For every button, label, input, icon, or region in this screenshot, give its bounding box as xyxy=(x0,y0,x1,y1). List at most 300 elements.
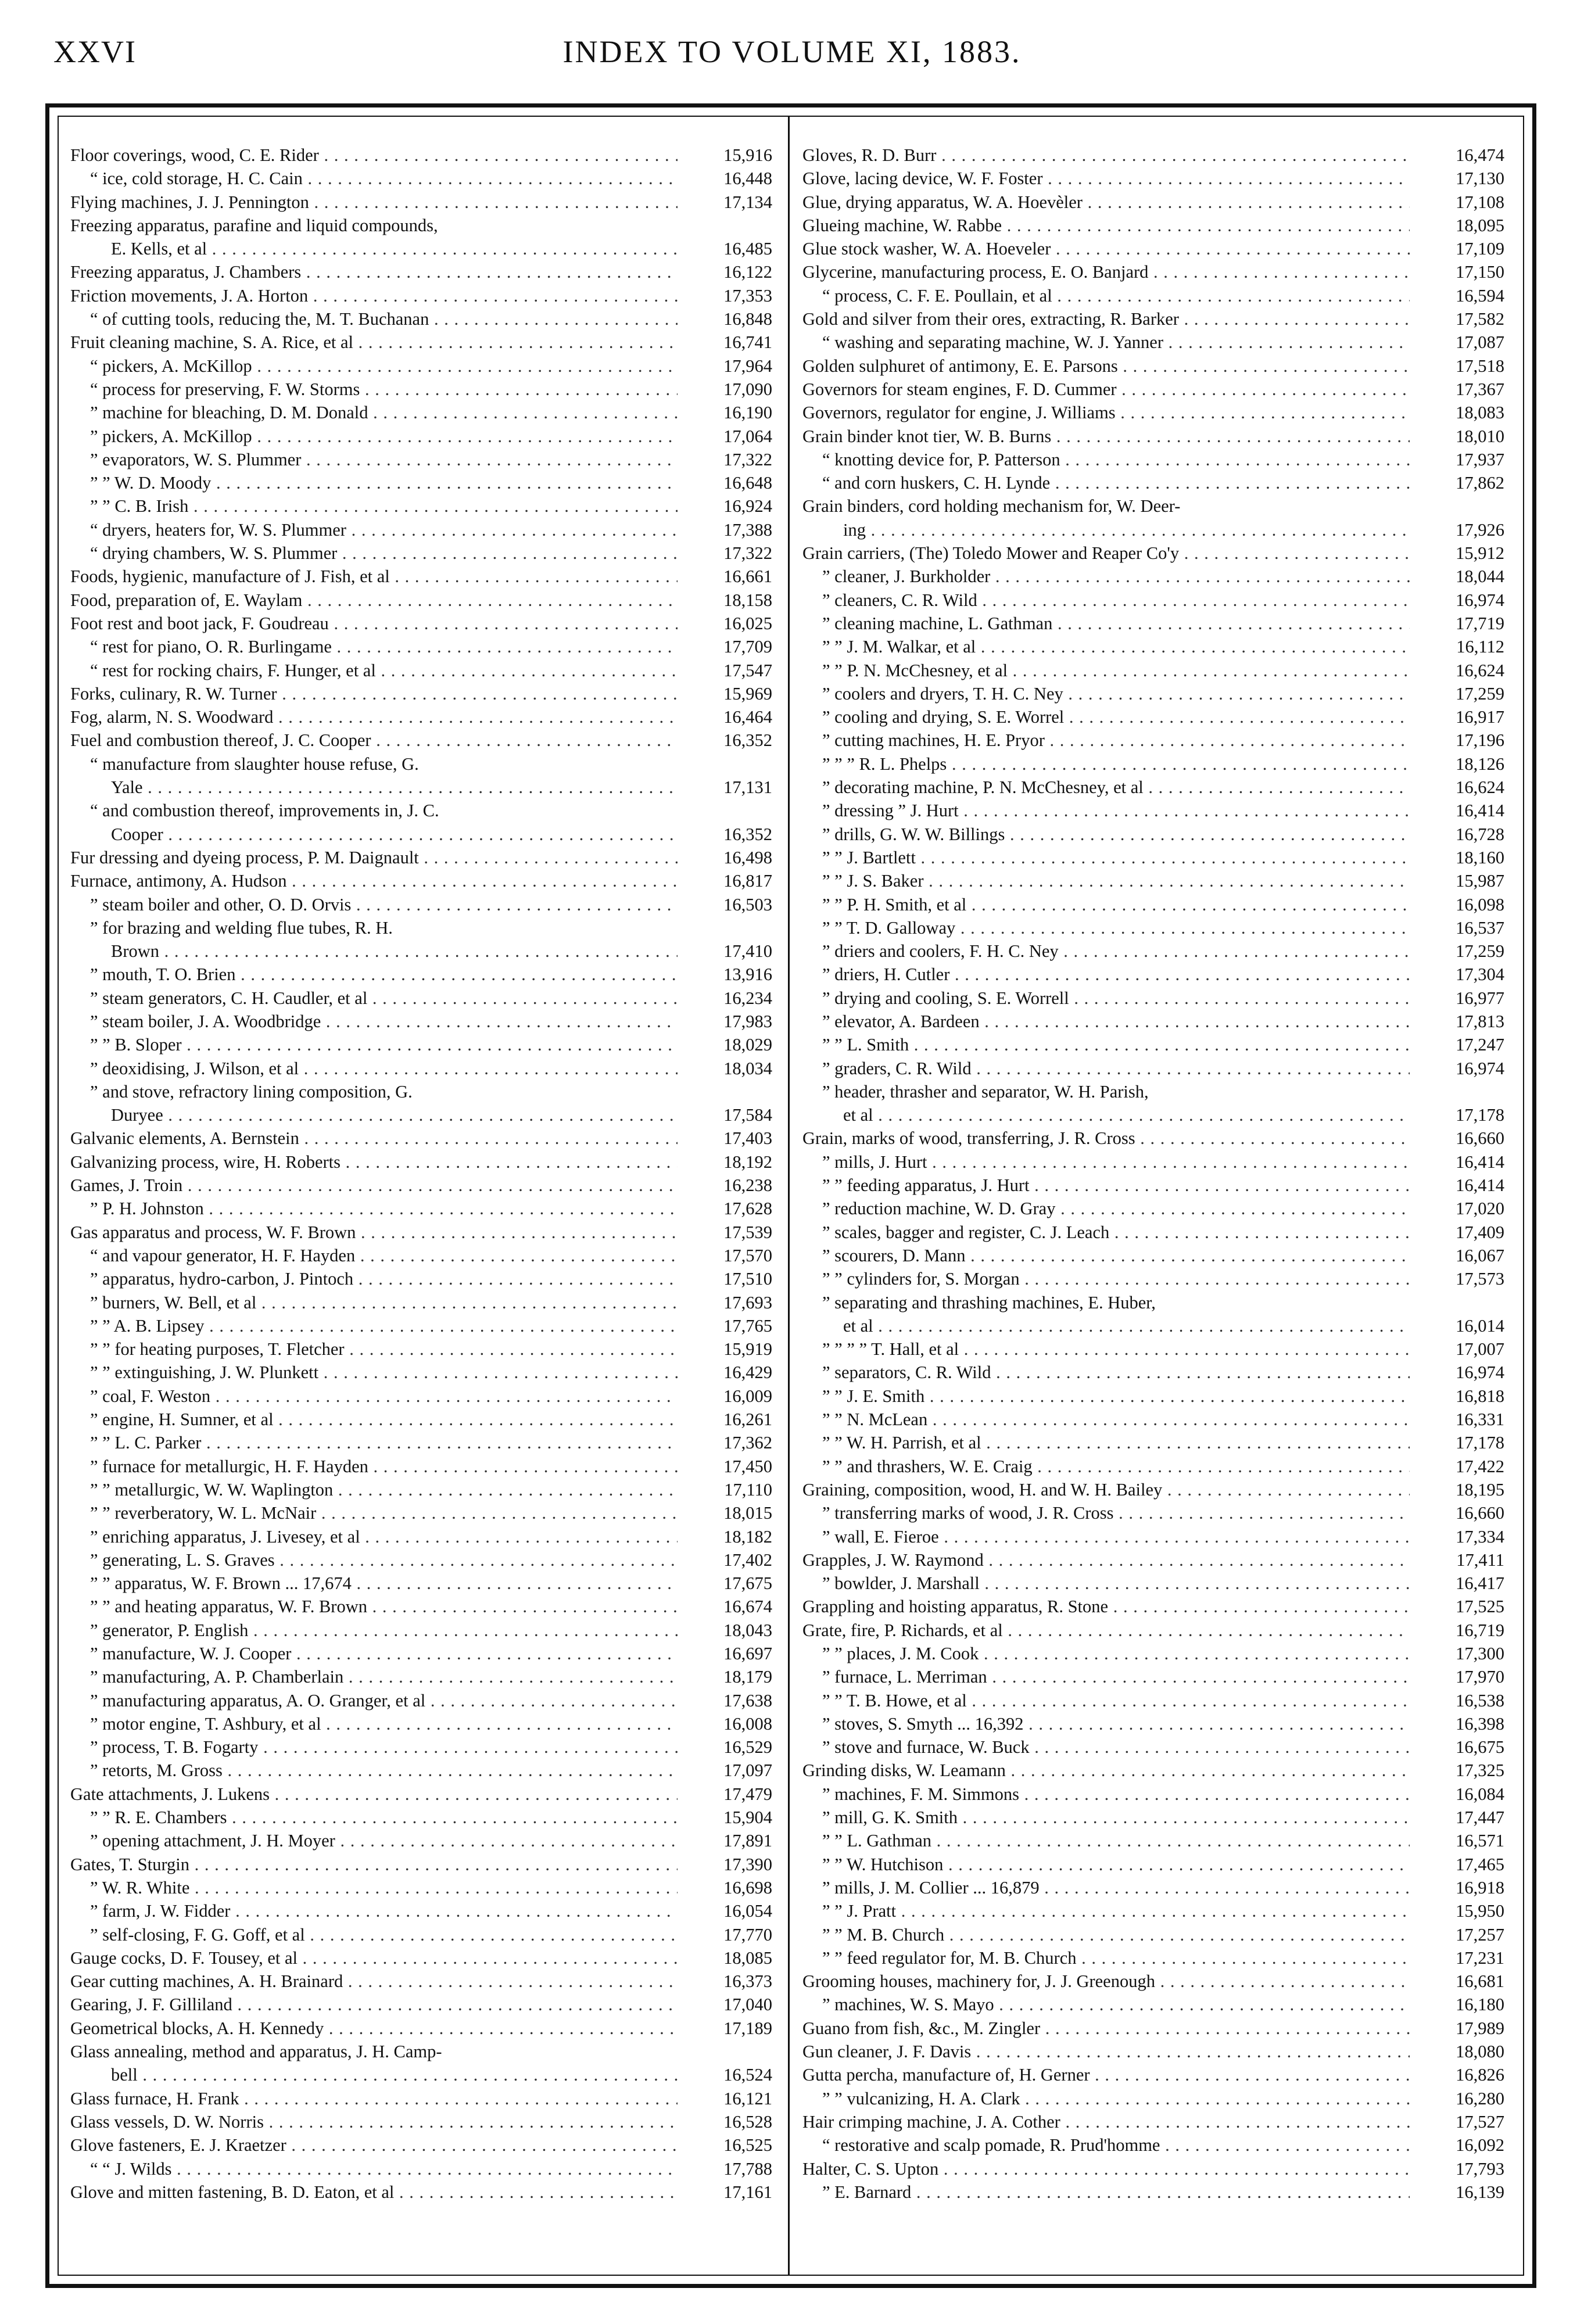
index-entry xyxy=(802,1946,1504,1970)
entry-text: Gearing, J. F. Gilliland . . . xyxy=(70,1993,678,2016)
index-entry xyxy=(70,1829,772,1852)
entry-text: ” cleaners, C. R. Wild . . . xyxy=(802,589,1410,612)
index-entry xyxy=(802,729,1504,752)
index-entry xyxy=(70,1501,772,1525)
entry-number: 17,390 xyxy=(723,1854,772,1874)
entry-text: Gutta percha, manufacture of, H. Gerner . . . xyxy=(802,2063,1410,2086)
entry-number: 16,098 xyxy=(1456,894,1504,914)
entry-number: 17,770 xyxy=(723,1924,772,1945)
entry-text: “ process for preserving, F. W. Storms . . . xyxy=(70,378,678,401)
entry-text: “ dryers, heaters for, W. S. Plummer . . . xyxy=(70,518,678,541)
entry-text: Duryee . . . xyxy=(70,1103,678,1127)
entry-text: ” graders, C. R. Wild . . . xyxy=(802,1057,1410,1080)
index-entry xyxy=(802,1689,1504,1712)
index-entry xyxy=(802,1759,1504,1782)
entry-text: ” header, thrasher and separator, W. H. Parish, xyxy=(822,1081,1149,1102)
entry-number: 17,304 xyxy=(1456,964,1504,985)
entry-text: Guano from fish, &c., M. Zingler . . . xyxy=(802,2017,1410,2040)
index-entry xyxy=(802,1853,1504,1876)
entry-number: 17,362 xyxy=(723,1433,772,1453)
entry-text: ” ” feeding apparatus, J. Hurt . . . xyxy=(802,1174,1410,1197)
index-entry xyxy=(802,939,1504,963)
entry-text: ” ” J. Pratt . . . xyxy=(802,1899,1410,1923)
index-entry xyxy=(70,1337,772,1361)
entry-number: 16,331 xyxy=(1456,1410,1504,1430)
index-entry xyxy=(70,1970,772,1993)
index-entry xyxy=(802,237,1504,260)
entry-text: ” ” T. B. Howe, et al . . . xyxy=(802,1689,1410,1712)
index-entry xyxy=(802,1735,1504,1759)
entry-text: ” furnace, L. Merriman . . . xyxy=(802,1665,1410,1688)
index-entry xyxy=(802,752,1504,776)
entry-number: 17,334 xyxy=(1456,1526,1504,1547)
index-entry xyxy=(70,214,772,237)
entry-number: 18,182 xyxy=(723,1526,772,1547)
entry-number: 17,793 xyxy=(1456,2158,1504,2179)
index-entry xyxy=(802,1970,1504,1993)
entry-text: Galvanic elements, A. Bernstein . . . xyxy=(70,1127,678,1150)
entry-number: 17,109 xyxy=(1456,239,1504,259)
index-entry xyxy=(802,2017,1504,2040)
entry-number: 17,970 xyxy=(1456,1667,1504,1687)
entry-text: Glass vessels, D. W. Norris . . . xyxy=(70,2110,678,2133)
entry-number: 17,322 xyxy=(723,449,772,469)
entry-text: ” ” reverberatory, W. L. McNair . . . xyxy=(70,1501,678,1525)
entry-text: Glueing machine, W. Rabbe . . . xyxy=(802,214,1410,237)
entry-number: 13,916 xyxy=(723,964,772,985)
index-entry xyxy=(802,565,1504,588)
entry-text: ” cleaner, J. Burkholder . . . xyxy=(802,565,1410,588)
index-entry xyxy=(70,939,772,963)
entry-text: Halter, C. S. Upton . . . xyxy=(802,2157,1410,2180)
entry-text: Gates, T. Sturgin . . . xyxy=(70,1853,678,1876)
entry-number: 16,529 xyxy=(723,1737,772,1758)
entry-number: 17,259 xyxy=(1456,941,1504,962)
index-entry xyxy=(70,1712,772,1735)
index-entry xyxy=(802,401,1504,424)
index-entry xyxy=(802,1197,1504,1220)
entry-text: Glue stock washer, W. A. Hoeveler . . . xyxy=(802,237,1410,260)
entry-text: ” separators, C. R. Wild . . . xyxy=(802,1361,1410,1384)
index-entry xyxy=(802,1829,1504,1852)
index-entry xyxy=(802,869,1504,892)
entry-text: ” process, T. B. Fogarty . . . xyxy=(70,1735,678,1759)
index-entry xyxy=(70,518,772,541)
entry-text: ” coolers and dryers, T. H. C. Ney . . . xyxy=(802,682,1410,705)
entry-number: 18,044 xyxy=(1456,566,1504,587)
entry-number: 18,160 xyxy=(1456,847,1504,867)
entry-number: 17,788 xyxy=(723,2158,772,2179)
entry-text: ” elevator, A. Bardeen . . . xyxy=(802,1010,1410,1033)
entry-text: ” manufacturing, A. P. Chamberlain . . . xyxy=(70,1665,678,1688)
entry-number: 17,411 xyxy=(1456,1550,1504,1570)
entry-text: Freezing apparatus, J. Chambers . . . xyxy=(70,260,678,284)
index-entry xyxy=(802,635,1504,658)
entry-text: “ rest for rocking chairs, F. Hunger, et al . . . xyxy=(70,659,678,682)
index-entry xyxy=(70,378,772,401)
entry-text: Graining, composition, wood, H. and W. H. Bailey . . . xyxy=(802,1478,1410,1501)
index-entry xyxy=(70,1291,772,1314)
entry-text: ” mill, G. K. Smith . . . xyxy=(802,1806,1410,1829)
page-title: INDEX TO VOLUME XI, 1883. xyxy=(562,34,1022,69)
entry-number: 18,080 xyxy=(1456,2042,1504,2062)
entry-number: 17,582 xyxy=(1456,309,1504,329)
entry-number: 16,624 xyxy=(1456,660,1504,680)
entry-text: ” drying and cooling, S. E. Worrell . . . xyxy=(802,987,1410,1010)
entry-number: 16,429 xyxy=(723,1362,772,1383)
entry-text: Glycerine, manufacturing process, E. O. Banjard . . . xyxy=(802,260,1410,284)
entry-number: 16,280 xyxy=(1456,2088,1504,2108)
entry-number: 17,510 xyxy=(723,1269,772,1289)
entry-text: ” P. H. Johnston . . . xyxy=(70,1197,678,1220)
entry-text: ” ” apparatus, W. F. Brown ... 17,674 . . . xyxy=(70,1572,678,1595)
entry-number: 18,085 xyxy=(723,1948,772,1968)
entry-text: Governors for steam engines, F. D. Cummer . . . xyxy=(802,378,1410,401)
index-entry xyxy=(70,448,772,471)
entry-text: Fruit cleaning machine, S. A. Rice, et al . . . xyxy=(70,331,678,354)
index-entry xyxy=(802,284,1504,307)
entry-number: 17,353 xyxy=(723,285,772,306)
index-entry xyxy=(70,354,772,378)
index-entry xyxy=(802,1783,1504,1806)
entry-text: Floor coverings, wood, C. E. Rider . . . xyxy=(70,144,678,167)
entry-number: 16,234 xyxy=(723,988,772,1008)
entry-text: ” mills, J. Hurt . . . xyxy=(802,1150,1410,1174)
index-entry xyxy=(802,2157,1504,2180)
index-entry xyxy=(802,1033,1504,1056)
entry-number: 16,675 xyxy=(1456,1737,1504,1758)
entry-text: ” dressing ” J. Hurt . . . xyxy=(802,799,1410,822)
entry-number: 16,826 xyxy=(1456,2065,1504,2085)
index-entry xyxy=(70,2017,772,2040)
entry-number: 15,987 xyxy=(1456,871,1504,891)
entry-number: 16,524 xyxy=(723,2065,772,2085)
entry-text: Governors, regulator for engine, J. Williams . . . xyxy=(802,401,1410,424)
index-entry xyxy=(70,869,772,892)
entry-number: 17,570 xyxy=(723,1245,772,1265)
index-entry xyxy=(70,167,772,190)
index-entry xyxy=(70,191,772,214)
entry-number: 16,485 xyxy=(723,239,772,259)
index-entry xyxy=(802,2087,1504,2110)
entry-text: Yale . . . xyxy=(70,776,678,799)
index-entry xyxy=(802,1548,1504,1572)
index-entry xyxy=(802,1080,1504,1103)
index-entry xyxy=(70,1876,772,1899)
entry-number: 17,465 xyxy=(1456,1854,1504,1874)
entry-text: “ and combustion thereof, improvements in, J. C. xyxy=(90,801,439,821)
entry-text: ” evaporators, W. S. Plummer . . . xyxy=(70,448,678,471)
entry-text: “ manufacture from slaughter house refuse, G. xyxy=(90,754,419,774)
entry-number: 16,660 xyxy=(1456,1503,1504,1523)
entry-text: Grappling and hoisting apparatus, R. Stone . . . xyxy=(802,1595,1410,1618)
index-entry xyxy=(802,1244,1504,1267)
entry-text: ” ” ” R. L. Phelps . . . xyxy=(802,752,1410,776)
entry-number: 16,112 xyxy=(1456,637,1504,657)
entry-number: 17,257 xyxy=(1456,1924,1504,1945)
index-entry xyxy=(802,776,1504,799)
entry-text: Gauge cocks, D. F. Tousey, et al . . . xyxy=(70,1946,678,1970)
entry-text: ” motor engine, T. Ashbury, et al . . . xyxy=(70,1712,678,1735)
entry-text: ” ” P. N. McChesney, et al . . . xyxy=(802,659,1410,682)
entry-number: 16,414 xyxy=(1456,1152,1504,1172)
entry-number: 16,261 xyxy=(723,1410,772,1430)
entry-number: 17,450 xyxy=(723,1456,772,1476)
entry-text: “ process, C. F. E. Poullain, et al . . . xyxy=(802,284,1410,307)
index-entry xyxy=(70,2063,772,2086)
index-entry xyxy=(802,1127,1504,1150)
entry-text: ” ” metallurgic, W. W. Waplington . . . xyxy=(70,1478,678,1501)
entry-number: 17,134 xyxy=(723,192,772,212)
index-entry xyxy=(802,541,1504,565)
index-entry xyxy=(70,1174,772,1197)
index-entry xyxy=(70,1033,772,1056)
entry-number: 16,054 xyxy=(723,1901,772,1921)
entry-number: 17,178 xyxy=(1456,1105,1504,1125)
entry-text: ” steam boiler and other, O. D. Orvis . . . xyxy=(70,893,678,916)
index-entry xyxy=(70,1619,772,1642)
entry-number: 17,410 xyxy=(723,941,772,962)
entry-number: 17,110 xyxy=(724,1479,772,1500)
index-entry xyxy=(70,705,772,729)
entry-number: 17,040 xyxy=(723,1995,772,2015)
entry-text: ” furnace for metallurgic, H. F. Hayden . . . xyxy=(70,1455,678,1478)
entry-text: ” mouth, T. O. Brien . . . xyxy=(70,963,678,986)
entry-number: 17,388 xyxy=(723,519,772,540)
entry-number: 17,584 xyxy=(723,1105,772,1125)
index-entry xyxy=(70,1057,772,1080)
entry-text: ” stoves, S. Smyth ... 16,392 . . . xyxy=(802,1712,1410,1735)
entry-number: 16,674 xyxy=(723,1597,772,1617)
index-entry xyxy=(802,260,1504,284)
entry-text: Gear cutting machines, A. H. Brainard . . . xyxy=(70,1970,678,1993)
entry-number: 18,179 xyxy=(723,1667,772,1687)
entry-text: Brown . . . xyxy=(70,939,678,963)
page-folio: XXVI xyxy=(53,34,137,69)
entry-text: Food, preparation of, E. Waylam . . . xyxy=(70,589,678,612)
entry-text: ” cooling and drying, S. E. Worrel . . . xyxy=(802,705,1410,729)
index-entry xyxy=(802,191,1504,214)
entry-text: ” ” extinguishing, J. W. Plunkett . . . xyxy=(70,1361,678,1384)
entry-text: Grain binders, cord holding mechanism for, W. Deer- xyxy=(802,496,1181,517)
index-entry xyxy=(802,144,1504,167)
index-entry xyxy=(802,1057,1504,1080)
entry-text: Friction movements, J. A. Horton . . . xyxy=(70,284,678,307)
entry-number: 16,474 xyxy=(1456,145,1504,165)
entry-text: ” manufacture, W. J. Cooper . . . xyxy=(70,1642,678,1665)
index-entry xyxy=(70,987,772,1010)
entry-number: 16,848 xyxy=(723,309,772,329)
index-entry xyxy=(802,354,1504,378)
entry-text: Grate, fire, P. Richards, et al . . . xyxy=(802,1619,1410,1642)
index-entry xyxy=(802,471,1504,494)
entry-text: Glove and mitten fastening, B. D. Eaton, et al . . . xyxy=(70,2180,678,2204)
index-entry xyxy=(802,589,1504,612)
index-entry xyxy=(802,1361,1504,1384)
entry-text: ” mills, J. M. Collier ... 16,879 . . . xyxy=(802,1876,1410,1899)
entry-number: 16,817 xyxy=(723,871,772,891)
index-entry xyxy=(70,1899,772,1923)
entry-text: Gloves, R. D. Burr . . . xyxy=(802,144,1410,167)
entry-text: Grooming houses, machinery for, J. J. Greenough . . . xyxy=(802,1970,1410,1993)
entry-text: ” ” J. M. Walkar, et al . . . xyxy=(802,635,1410,658)
entry-number: 16,190 xyxy=(723,403,772,423)
entry-number: 15,904 xyxy=(723,1807,772,1828)
entry-number: 18,126 xyxy=(1456,754,1504,774)
index-entry xyxy=(70,729,772,752)
index-entry xyxy=(802,1478,1504,1501)
entry-number: 17,196 xyxy=(1456,730,1504,751)
entry-number: 17,007 xyxy=(1456,1339,1504,1360)
entry-text: ” ” cylinders for, S. Morgan . . . xyxy=(802,1267,1410,1290)
entry-number: 17,813 xyxy=(1456,1011,1504,1031)
entry-number: 17,539 xyxy=(723,1222,772,1242)
entry-text: “ knotting device for, P. Patterson . . . xyxy=(802,448,1410,471)
index-entry xyxy=(70,331,772,354)
index-entry xyxy=(802,2110,1504,2133)
entry-number: 17,862 xyxy=(1456,473,1504,493)
entry-text: ” machines, W. S. Mayo . . . xyxy=(802,1993,1410,2016)
entry-text: Grinding disks, W. Leamann . . . xyxy=(802,1759,1410,1782)
entry-text: ” ” L. C. Parker . . . xyxy=(70,1431,678,1454)
entry-text: Gold and silver from their ores, extracting, R. Barker . . . xyxy=(802,307,1410,331)
entry-number: 16,624 xyxy=(1456,777,1504,798)
index-entry xyxy=(802,1174,1504,1197)
index-entry xyxy=(802,425,1504,448)
index-entry xyxy=(70,799,772,822)
entry-number: 17,150 xyxy=(1456,262,1504,282)
index-entry xyxy=(70,494,772,518)
index-entry xyxy=(70,1759,772,1782)
entry-number: 16,238 xyxy=(723,1175,772,1196)
entry-number: 17,130 xyxy=(1456,168,1504,189)
index-entry xyxy=(70,1010,772,1033)
index-entry xyxy=(70,823,772,846)
entry-text: ” wall, E. Fieroe . . . xyxy=(802,1525,1410,1548)
index-entry xyxy=(802,682,1504,705)
index-entry xyxy=(70,1127,772,1150)
entry-text: ” machines, F. M. Simmons . . . xyxy=(802,1783,1410,1806)
entry-number: 16,025 xyxy=(723,613,772,633)
index-entry xyxy=(802,1267,1504,1290)
index-entry xyxy=(802,1923,1504,1946)
index-entry xyxy=(802,1221,1504,1244)
entry-text: Foot rest and boot jack, F. Goudreau . . . xyxy=(70,612,678,635)
index-entry xyxy=(802,1642,1504,1665)
entry-number: 16,528 xyxy=(723,2111,772,2132)
entry-text: ” steam boiler, J. A. Woodbridge . . . xyxy=(70,1010,678,1033)
entry-text: ” ” for heating purposes, T. Fletcher . . . xyxy=(70,1337,678,1361)
index-entry xyxy=(70,589,772,612)
index-entry xyxy=(70,682,772,705)
index-entry xyxy=(802,1595,1504,1618)
entry-text: ” and stove, refractory lining composition, G. xyxy=(90,1081,413,1102)
entry-number: 16,924 xyxy=(723,496,772,517)
index-entry xyxy=(70,1478,772,1501)
index-entry xyxy=(70,2157,772,2180)
index-entry xyxy=(70,1923,772,1946)
entry-text: ” ” L. Gathman . . . xyxy=(802,1829,1410,1852)
entry-text: Grapples, J. W. Raymond . . . xyxy=(802,1548,1410,1572)
index-entry xyxy=(802,1572,1504,1595)
index-entry xyxy=(802,2063,1504,2086)
entry-text: “ “ J. Wilds . . . xyxy=(70,2157,678,2180)
entry-text: Grain carriers, (The) Toledo Mower and Reaper Co'y . . . xyxy=(802,541,1410,565)
entry-number: 16,818 xyxy=(1456,1386,1504,1406)
index-entry xyxy=(70,963,772,986)
entry-text: “ ice, cold storage, H. C. Cain . . . xyxy=(70,167,678,190)
entry-text: Fog, alarm, N. S. Woodward . . . xyxy=(70,705,678,729)
entry-number: 16,525 xyxy=(723,2135,772,2156)
entry-number: 18,034 xyxy=(723,1058,772,1078)
entry-text: ” ” and heating apparatus, W. F. Brown . . . xyxy=(70,1595,678,1618)
index-entry xyxy=(802,1525,1504,1548)
entry-number: 16,974 xyxy=(1456,590,1504,610)
entry-text: Hair crimping machine, J. A. Cother . . . xyxy=(802,2110,1410,2133)
entry-text: ” self-closing, F. G. Goff, et al . . . xyxy=(70,1923,678,1946)
index-entry xyxy=(802,1010,1504,1033)
entry-text: ” burners, W. Bell, et al . . . xyxy=(70,1291,678,1314)
entry-number: 17,108 xyxy=(1456,192,1504,212)
entry-text: Freezing apparatus, parafine and liquid compounds, xyxy=(70,215,438,235)
entry-number: 16,067 xyxy=(1456,1245,1504,1265)
index-entry xyxy=(70,1993,772,2016)
entry-number: 16,008 xyxy=(723,1713,772,1734)
index-entry xyxy=(70,401,772,424)
entry-number: 18,158 xyxy=(723,590,772,610)
entry-text: ” scales, bagger and register, C. J. Leach . . . xyxy=(802,1221,1410,1244)
entry-number: 17,926 xyxy=(1456,519,1504,540)
entry-text: ” retorts, M. Gross . . . xyxy=(70,1759,678,1782)
index-entry xyxy=(802,1291,1504,1314)
entry-number: 16,741 xyxy=(723,332,772,353)
index-entry xyxy=(70,1431,772,1454)
entry-number: 17,573 xyxy=(1456,1269,1504,1289)
entry-text: “ and vapour generator, H. F. Hayden . . . xyxy=(70,1244,678,1267)
entry-number: 17,020 xyxy=(1456,1199,1504,1219)
index-frame xyxy=(45,103,1536,2288)
entry-number: 16,417 xyxy=(1456,1573,1504,1594)
entry-number: 16,974 xyxy=(1456,1058,1504,1078)
entry-number: 17,527 xyxy=(1456,2111,1504,2132)
index-entry xyxy=(70,2040,772,2063)
entry-number: 16,414 xyxy=(1456,801,1504,821)
index-entry xyxy=(70,425,772,448)
entry-number: 17,090 xyxy=(723,379,772,399)
index-entry xyxy=(802,799,1504,822)
entry-number: 16,697 xyxy=(723,1644,772,1663)
entry-text: Foods, hygienic, manufacture of J. Fish, et al . . . xyxy=(70,565,678,588)
entry-text: ” ” M. B. Church . . . xyxy=(802,1923,1410,1946)
entry-number: 16,537 xyxy=(1456,917,1504,938)
entry-text: ” scourers, D. Mann . . . xyxy=(802,1244,1410,1267)
entry-text: ” ” W. D. Moody . . . xyxy=(70,471,678,494)
entry-number: 16,139 xyxy=(1456,2182,1504,2202)
index-column-left xyxy=(70,144,772,2264)
index-entry xyxy=(802,518,1504,541)
entry-text: E. Kells, et al . . . xyxy=(70,237,678,260)
entry-text: Golden sulphuret of antimony, E. E. Parsons . . . xyxy=(802,354,1410,378)
index-entry xyxy=(802,1314,1504,1337)
entry-text: ” E. Barnard . . . xyxy=(802,2180,1410,2204)
index-entry xyxy=(802,1665,1504,1688)
entry-number: 17,259 xyxy=(1456,683,1504,704)
entry-number: 17,161 xyxy=(723,2182,772,2202)
entry-number: 15,919 xyxy=(723,1339,772,1360)
index-entry xyxy=(802,1103,1504,1127)
entry-text: ” cutting machines, H. E. Pryor . . . xyxy=(802,729,1410,752)
entry-text: ” generating, L. S. Graves . . . xyxy=(70,1548,678,1572)
